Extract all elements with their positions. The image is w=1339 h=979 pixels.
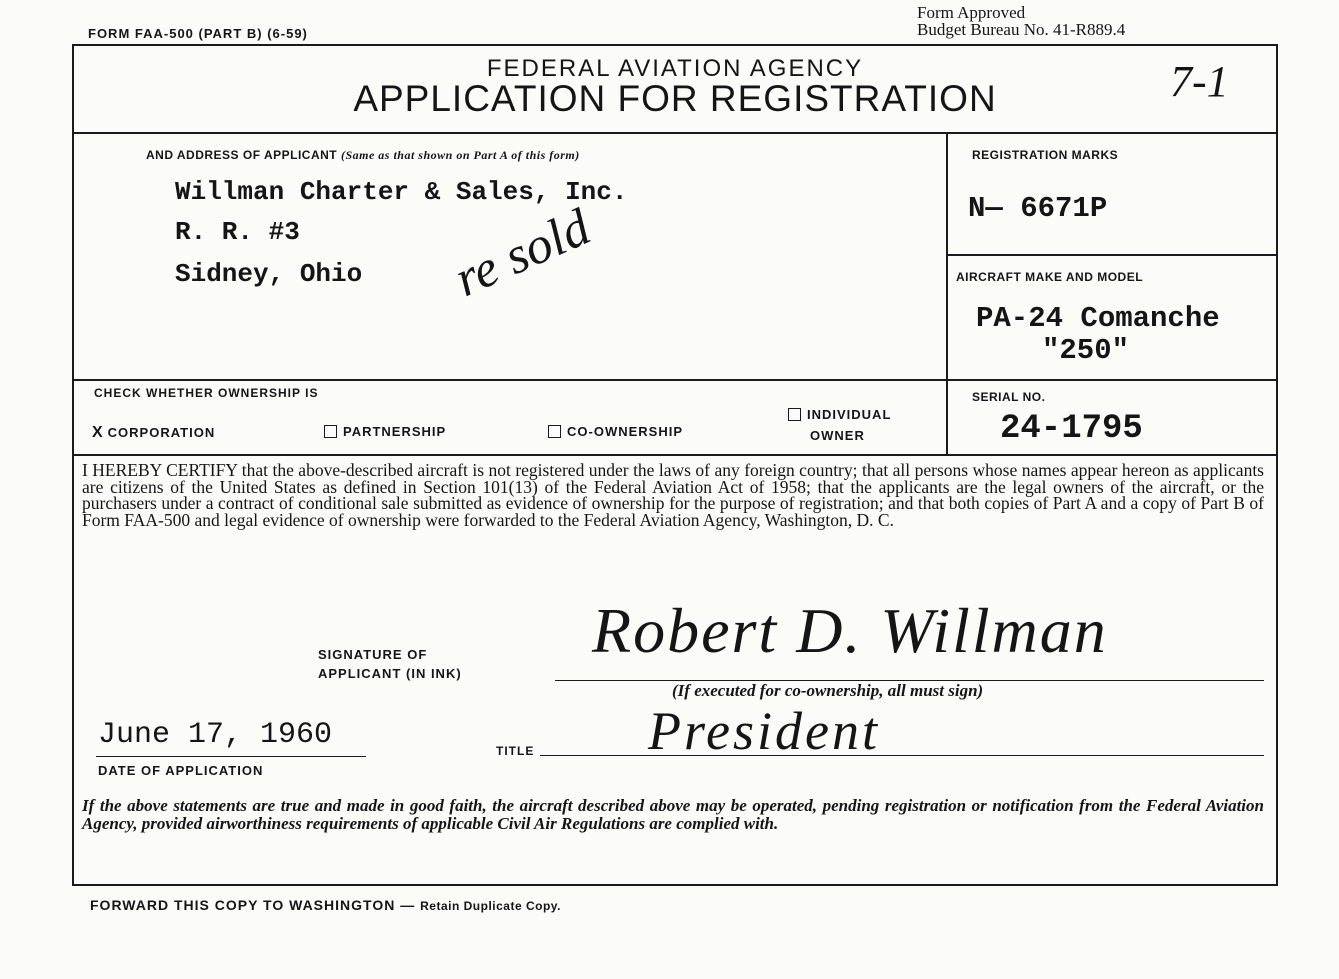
signature-label-line-2: APPLICANT (IN INK) [318,666,462,681]
forward-text: FORWARD THIS COPY TO WASHINGTON — [90,897,416,913]
serial-number-value: 24-1795 [1000,410,1143,448]
owner-label: OWNER [810,428,865,443]
checked-mark-icon: X [92,424,104,441]
applicant-signature: Robert D. Willman [592,595,1108,666]
aircraft-model-line-2: "250" [1042,334,1130,367]
form-title: APPLICATION FOR REGISTRATION [353,78,997,119]
right-column-divider [946,132,948,455]
approval-line-1: Form Approved [917,3,1026,22]
checkbox-icon [324,425,337,438]
checkbox-icon [548,425,561,438]
application-date: June 17, 1960 [98,718,333,752]
checkbox-icon [788,408,801,421]
header-divider [74,132,1276,134]
applicant-label-note: (Same as that shown on Part A of this form) [340,148,580,162]
serial-label: SERIAL NO. [972,390,1046,404]
handwritten-annotation: re sold [446,198,599,309]
registration-label: REGISTRATION MARKS [972,148,1119,162]
signature-label [318,645,462,683]
partnership-label: PARTNERSHIP [343,424,447,439]
ownership-corporation[interactable] [92,424,215,442]
individual-label: INDIVIDUAL [807,407,892,422]
title-label: TITLE [496,744,535,758]
registration-marks-value: N— 6671P [968,192,1108,225]
registration-divider [946,254,1276,256]
co-ownership-label: CO-OWNERSHIP [567,424,683,439]
ownership-divider [74,454,1276,456]
approval-line-2: Budget Bureau No. 41-R889.4 [917,20,1126,39]
approval-note [917,4,1125,38]
applicant-address-2: Sidney, Ohio [175,259,363,289]
ownership-partnership[interactable] [324,424,446,439]
applicant-divider [74,379,1276,381]
co-ownership-note: (If executed for co-ownership, all must sign) [672,681,984,700]
date-label: DATE OF APPLICATION [98,763,264,778]
handwritten-tag: 7-1 [1170,57,1229,106]
applicant-name: Willman Charter & Sales, Inc. [175,177,628,207]
forwarding-instruction [90,897,561,913]
applicant-address-1: R. R. #3 [175,217,300,247]
signature-label-line-1: SIGNATURE OF [318,647,428,662]
applicant-title: President [648,701,880,761]
applicant-label [146,148,580,163]
operation-statement: If the above statements are true and made in good faith, the aircraft described above may be operated, pending registration or notification from the Federal Aviation Agency, provided airworthiness requirements of applicable Civil Air Regulations are complied with. [82,796,1264,833]
aircraft-model-line-1: PA-24 Comanche [976,302,1220,335]
retain-duplicate-text: Retain Duplicate Copy. [420,899,561,913]
agency-name: FEDERAL AVIATION AGENCY [486,55,864,82]
aircraft-label: AIRCRAFT MAKE AND MODEL [956,270,1144,284]
date-underline [96,756,366,757]
ownership-co-ownership[interactable] [548,424,683,439]
ownership-individual[interactable] [788,404,891,446]
applicant-label-text: AND ADDRESS OF APPLICANT [146,148,338,162]
ownership-label: CHECK WHETHER OWNERSHIP IS [94,386,319,400]
form-number: FORM FAA-500 (PART B) (6-59) [88,26,308,41]
certification-text: I HEREBY CERTIFY that the above-described aircraft is not registered under the laws of any foreign country; that all persons whose names appear hereon as applicants are citizens of the United States as defined in Section 101(13) of the Federal Aviation Act of 1958; that the applicants are the legal owners of the aircraft, or the purchasers under a contract of conditional sale submitted as evidence of ownership for the purpose of registration; and that both copies of Part A and a copy of Part B of Form FAA-500 and legal evidence of ownership were forwarded to the Federal Aviation Agency, Washington, D. C. [82,460,1264,530]
corporation-label: CORPORATION [107,425,216,440]
